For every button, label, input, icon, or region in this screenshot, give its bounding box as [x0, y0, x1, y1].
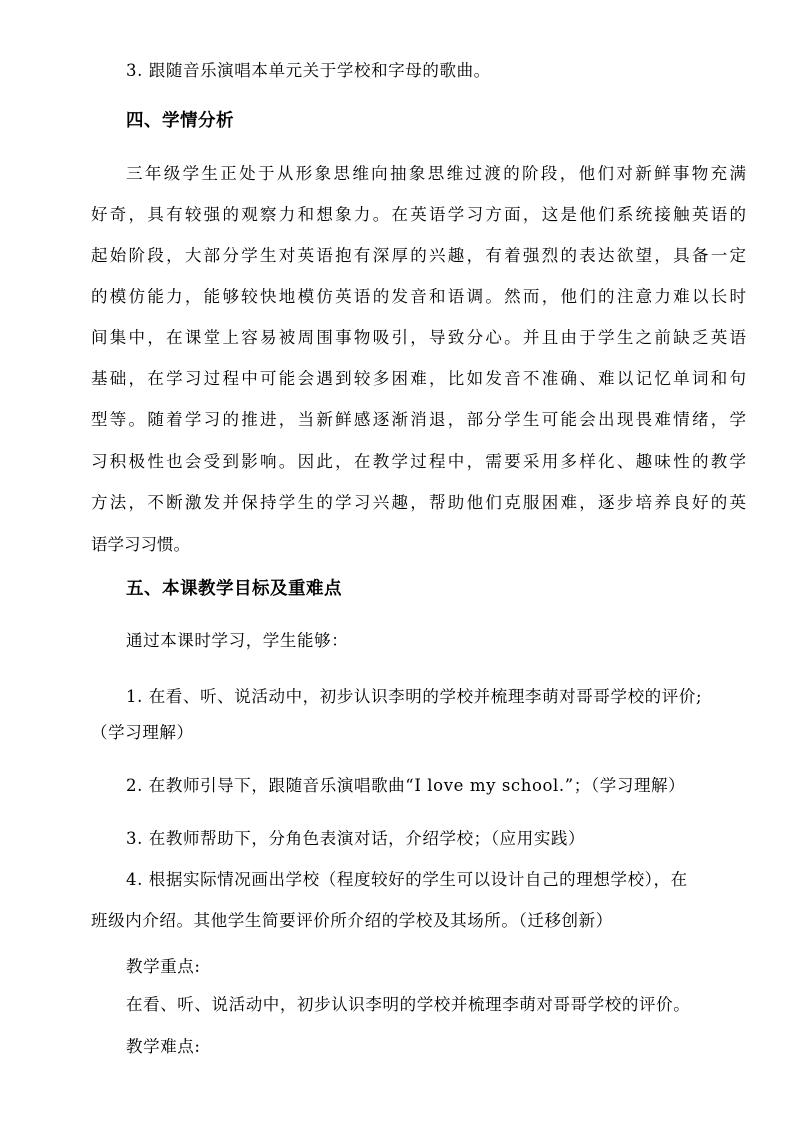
paragraph-line: 习积极性也会受到影响。因此，在教学过程中，需要采用多样化、趣味性的教学 — [91, 452, 746, 471]
paragraph-line: 好奇，具有较强的观察力和想象力。在英语学习方面，这是他们系统接触英语的 — [91, 205, 746, 224]
paragraph-line: 起始阶段，大部分学生对英语抱有深厚的兴趣，有着强烈的表达欲望，具备一定 — [91, 246, 746, 265]
difficulty-label: 教学难点: — [126, 1037, 201, 1056]
paragraph-line: 语学习习惯。 — [91, 535, 190, 554]
objective-item-1: 1. 在看、听、说活动中，初步认识李明的学校并梳理李萌对哥哥学校的评价; — [126, 687, 703, 706]
paragraph-line: 间集中，在课堂上容易被周围事物吸引，导致分心。并且由于学生之前缺乏英语 — [91, 328, 746, 347]
paragraph-line: 三年级学生正处于从形象思维向抽象思维过渡的阶段，他们对新鲜事物充满 — [126, 164, 746, 183]
key-point-label: 教学重点: — [126, 957, 201, 976]
objectives-intro: 通过本课时学习，学生能够： — [126, 631, 349, 650]
objective-item-4: 4. 根据实际情况画出学校（程度较好的学生可以设计自己的理想学校），在 — [126, 870, 688, 889]
objective-item-3: 3. 在教师帮助下，分角色表演对话，介绍学校；（应用实践） — [126, 829, 586, 848]
section-heading-objectives: 五、本课教学目标及重难点 — [126, 579, 342, 599]
objective-item-2: 2. 在教师引导下，跟随音乐演唱歌曲“I love my school.”；（学习理解） — [126, 776, 686, 795]
objective-item-1-tag: （学习理解） — [91, 723, 194, 742]
objective-item-3-previous: 3. 跟随音乐演唱本单元关于学校和字母的歌曲。 — [126, 61, 491, 80]
paragraph-line: 型等。随着学习的推进，当新鲜感逐渐消退，部分学生可能会出现畏难情绪，学 — [91, 410, 746, 429]
paragraph-line: 基础，在学习过程中可能会遇到较多困难，比如发音不准确、难以记忆单词和句 — [91, 369, 746, 388]
key-point-text: 在看、听、说活动中，初步认识李明的学校并梳理李萌对哥哥学校的评价。 — [126, 995, 691, 1014]
paragraph-line: 的模仿能力，能够较快地模仿英语的发音和语调。然而，他们的注意力难以长时 — [91, 287, 746, 306]
objective-item-4-continued: 班级内介绍。其他学生简要评价所介绍的学校及其场所。（迁移创新） — [91, 911, 613, 930]
section-heading-learner-analysis: 四、学情分析 — [126, 111, 234, 131]
paragraph-line: 方法，不断激发并保持学生的学习兴趣，帮助他们克服困难，逐步培养良好的英 — [91, 493, 746, 512]
